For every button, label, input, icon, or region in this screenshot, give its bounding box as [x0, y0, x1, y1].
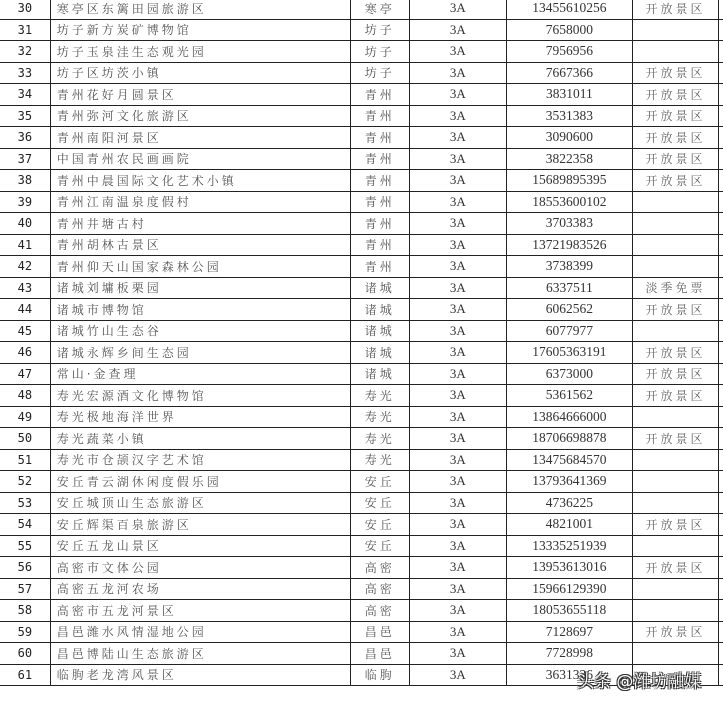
- note-cell: [633, 492, 719, 514]
- row-number-cell: 50: [0, 428, 50, 450]
- table-row: [0, 600, 723, 622]
- row-number-cell: 53: [0, 492, 50, 514]
- scenic-name-cell: 中国青州农民画画院: [50, 148, 350, 170]
- table-edge-cell: [719, 148, 723, 170]
- table-row: [0, 0, 723, 19]
- phone-cell: 3531383: [506, 105, 632, 127]
- scenic-name-cell: 安丘城顶山生态旅游区: [50, 492, 350, 514]
- level-cell: 3A: [409, 449, 506, 471]
- phone-cell: 15689895395: [506, 170, 632, 192]
- scenic-name-cell: 青州南阳河景区: [50, 127, 350, 149]
- phone-cell: 4821001: [506, 514, 632, 536]
- district-cell: 青州: [350, 234, 409, 256]
- district-cell: 青州: [350, 148, 409, 170]
- scenic-name-cell: 高密五龙河农场: [50, 578, 350, 600]
- row-number-cell: 52: [0, 471, 50, 493]
- level-cell: 3A: [409, 127, 506, 149]
- note-cell: 开放景区: [633, 514, 719, 536]
- district-cell: 昌邑: [350, 643, 409, 665]
- scenic-name-cell: 诸城市博物馆: [50, 299, 350, 321]
- district-cell: 安丘: [350, 535, 409, 557]
- note-cell: 开放景区: [633, 127, 719, 149]
- scenic-name-cell: 高密市五龙河景区: [50, 600, 350, 622]
- row-number-cell: 37: [0, 148, 50, 170]
- note-cell: 开放景区: [633, 557, 719, 579]
- row-number-cell: 36: [0, 127, 50, 149]
- district-cell: 临朐: [350, 664, 409, 686]
- table-row: [0, 105, 723, 127]
- scenic-name-cell: 青州弥河文化旅游区: [50, 105, 350, 127]
- table-row: [0, 148, 723, 170]
- table-edge-cell: [719, 428, 723, 450]
- note-cell: 开放景区: [633, 342, 719, 364]
- district-cell: 坊子: [350, 19, 409, 41]
- row-number-cell: 57: [0, 578, 50, 600]
- level-cell: 3A: [409, 256, 506, 278]
- table-row: [0, 256, 723, 278]
- table-row: [0, 535, 723, 557]
- note-cell: [633, 256, 719, 278]
- district-cell: 昌邑: [350, 621, 409, 643]
- phone-cell: 18706698878: [506, 428, 632, 450]
- phone-cell: 13475684570: [506, 449, 632, 471]
- row-number-cell: 61: [0, 664, 50, 686]
- table-edge-cell: [719, 363, 723, 385]
- row-number-cell: 38: [0, 170, 50, 192]
- phone-cell: 3090600: [506, 127, 632, 149]
- table-row: [0, 578, 723, 600]
- district-cell: 寿光: [350, 449, 409, 471]
- phone-cell: 7128697: [506, 621, 632, 643]
- phone-cell: 3822358: [506, 148, 632, 170]
- phone-cell: 4736225: [506, 492, 632, 514]
- table-edge-cell: [719, 41, 723, 63]
- scenic-name-cell: 诸城竹山生态谷: [50, 320, 350, 342]
- row-number-cell: 48: [0, 385, 50, 407]
- note-cell: 开放景区: [633, 428, 719, 450]
- row-number-cell: 34: [0, 84, 50, 106]
- table-row: [0, 213, 723, 235]
- watermark: 头条 @潍坊融媒: [577, 672, 702, 692]
- row-number-cell: 51: [0, 449, 50, 471]
- scenic-name-cell: 安丘辉渠百泉旅游区: [50, 514, 350, 536]
- row-number-cell: 43: [0, 277, 50, 299]
- row-number-cell: 40: [0, 213, 50, 235]
- district-cell: 坊子: [350, 62, 409, 84]
- table-edge-cell: [719, 62, 723, 84]
- table-edge-cell: [719, 191, 723, 213]
- phone-cell: 6062562: [506, 299, 632, 321]
- row-number-cell: 45: [0, 320, 50, 342]
- table-edge-cell: [719, 535, 723, 557]
- note-cell: 开放景区: [633, 62, 719, 84]
- table-edge-cell: [719, 277, 723, 299]
- scenic-name-cell: 寒亭区东篱田园旅游区: [50, 0, 350, 19]
- phone-cell: 13953613016: [506, 557, 632, 579]
- district-cell: 安丘: [350, 514, 409, 536]
- phone-cell: 18053655118: [506, 600, 632, 622]
- scenic-name-cell: 昌邑博陆山生态旅游区: [50, 643, 350, 665]
- table-edge-cell: [719, 342, 723, 364]
- note-cell: [633, 234, 719, 256]
- phone-cell: 5361562: [506, 385, 632, 407]
- district-cell: 安丘: [350, 471, 409, 493]
- district-cell: 诸城: [350, 320, 409, 342]
- district-cell: 寒亭: [350, 0, 409, 19]
- phone-cell: 13335251939: [506, 535, 632, 557]
- row-number-cell: 44: [0, 299, 50, 321]
- table-edge-cell: [719, 84, 723, 106]
- table-edge-cell: [719, 643, 723, 665]
- scenic-name-cell: 青州江南温泉度假村: [50, 191, 350, 213]
- level-cell: 3A: [409, 535, 506, 557]
- level-cell: 3A: [409, 600, 506, 622]
- district-cell: 寿光: [350, 406, 409, 428]
- level-cell: 3A: [409, 664, 506, 686]
- row-number-cell: 30: [0, 0, 50, 19]
- table-row: [0, 363, 723, 385]
- level-cell: 3A: [409, 41, 506, 63]
- phone-cell: 17605363191: [506, 342, 632, 364]
- level-cell: 3A: [409, 492, 506, 514]
- table-edge-cell: [719, 299, 723, 321]
- level-cell: 3A: [409, 406, 506, 428]
- table-row: [0, 299, 723, 321]
- level-cell: 3A: [409, 385, 506, 407]
- table-edge-cell: [719, 557, 723, 579]
- level-cell: 3A: [409, 234, 506, 256]
- note-cell: [633, 578, 719, 600]
- table-row: [0, 320, 723, 342]
- row-number-cell: 49: [0, 406, 50, 428]
- level-cell: 3A: [409, 514, 506, 536]
- level-cell: 3A: [409, 148, 506, 170]
- scenic-name-cell: 高密市文体公园: [50, 557, 350, 579]
- table-edge-cell: [719, 170, 723, 192]
- level-cell: 3A: [409, 105, 506, 127]
- scenic-name-cell: 常山·金查理: [50, 363, 350, 385]
- phone-cell: 7956956: [506, 41, 632, 63]
- district-cell: 青州: [350, 213, 409, 235]
- scenic-name-cell: 安丘青云湖休闲度假乐园: [50, 471, 350, 493]
- phone-cell: 6337511: [506, 277, 632, 299]
- level-cell: 3A: [409, 643, 506, 665]
- note-cell: [633, 643, 719, 665]
- table-row: [0, 84, 723, 106]
- note-cell: [633, 191, 719, 213]
- table-edge-cell: [719, 385, 723, 407]
- level-cell: 3A: [409, 471, 506, 493]
- phone-cell: 7667366: [506, 62, 632, 84]
- note-cell: [633, 449, 719, 471]
- district-cell: 诸城: [350, 342, 409, 364]
- level-cell: 3A: [409, 557, 506, 579]
- level-cell: 3A: [409, 578, 506, 600]
- level-cell: 3A: [409, 277, 506, 299]
- district-cell: 诸城: [350, 277, 409, 299]
- table-edge-cell: [719, 19, 723, 41]
- level-cell: 3A: [409, 621, 506, 643]
- row-number-cell: 33: [0, 62, 50, 84]
- level-cell: 3A: [409, 191, 506, 213]
- table-row: [0, 557, 723, 579]
- scenic-name-cell: 临朐老龙湾风景区: [50, 664, 350, 686]
- table-row: [0, 449, 723, 471]
- row-number-cell: 31: [0, 19, 50, 41]
- level-cell: 3A: [409, 363, 506, 385]
- scenic-name-cell: 坊子新方炭矿博物馆: [50, 19, 350, 41]
- scenic-name-cell: 青州胡林古景区: [50, 234, 350, 256]
- table-row: [0, 277, 723, 299]
- table-edge-cell: [719, 234, 723, 256]
- scenic-name-cell: 青州井塘古村: [50, 213, 350, 235]
- table-edge-cell: [719, 0, 723, 19]
- table-edge-cell: [719, 492, 723, 514]
- table-edge-cell: [719, 213, 723, 235]
- table-row: [0, 385, 723, 407]
- row-number-cell: 60: [0, 643, 50, 665]
- note-cell: 开放景区: [633, 170, 719, 192]
- note-cell: [633, 471, 719, 493]
- row-number-cell: 35: [0, 105, 50, 127]
- district-cell: 青州: [350, 105, 409, 127]
- phone-cell: 3831011: [506, 84, 632, 106]
- note-cell: [633, 19, 719, 41]
- table-edge-cell: [719, 664, 723, 686]
- table-row: [0, 19, 723, 41]
- row-number-cell: 39: [0, 191, 50, 213]
- phone-cell: 18553600102: [506, 191, 632, 213]
- row-number-cell: 56: [0, 557, 50, 579]
- scenic-name-cell: 青州花好月圆景区: [50, 84, 350, 106]
- district-cell: 坊子: [350, 41, 409, 63]
- scenic-name-cell: 寿光蔬菜小镇: [50, 428, 350, 450]
- district-cell: 寿光: [350, 428, 409, 450]
- row-number-cell: 46: [0, 342, 50, 364]
- phone-cell: 6373000: [506, 363, 632, 385]
- district-cell: 青州: [350, 191, 409, 213]
- note-cell: 开放景区: [633, 0, 719, 19]
- table-row: [0, 234, 723, 256]
- table-row: [0, 643, 723, 665]
- district-cell: 诸城: [350, 363, 409, 385]
- scenic-name-cell: 寿光市仓颉汉字艺术馆: [50, 449, 350, 471]
- scenic-name-cell: 寿光宏源酒文化博物馆: [50, 385, 350, 407]
- note-cell: [633, 535, 719, 557]
- level-cell: 3A: [409, 170, 506, 192]
- district-cell: 高密: [350, 557, 409, 579]
- table-row: [0, 191, 723, 213]
- table-edge-cell: [719, 600, 723, 622]
- table-row: [0, 62, 723, 84]
- table-edge-cell: [719, 514, 723, 536]
- table-edge-cell: [719, 127, 723, 149]
- table-row: [0, 170, 723, 192]
- level-cell: 3A: [409, 428, 506, 450]
- level-cell: 3A: [409, 320, 506, 342]
- note-cell: [633, 406, 719, 428]
- table-edge-cell: [719, 406, 723, 428]
- row-number-cell: 42: [0, 256, 50, 278]
- table-row: [0, 471, 723, 493]
- phone-cell: 7658000: [506, 19, 632, 41]
- note-cell: 开放景区: [633, 84, 719, 106]
- row-number-cell: 47: [0, 363, 50, 385]
- row-number-cell: 32: [0, 41, 50, 63]
- scenic-name-cell: 诸城刘墉板栗园: [50, 277, 350, 299]
- note-cell: 开放景区: [633, 385, 719, 407]
- table-row: [0, 406, 723, 428]
- row-number-cell: 59: [0, 621, 50, 643]
- row-number-cell: 58: [0, 600, 50, 622]
- table-edge-cell: [719, 320, 723, 342]
- scenic-name-cell: 青州中晨国际文化艺术小镇: [50, 170, 350, 192]
- table-row: [0, 492, 723, 514]
- district-cell: 青州: [350, 256, 409, 278]
- scenic-name-cell: 坊子区坊茨小镇: [50, 62, 350, 84]
- district-cell: 安丘: [350, 492, 409, 514]
- table-row: [0, 621, 723, 643]
- table-edge-cell: [719, 105, 723, 127]
- phone-cell: 7728998: [506, 643, 632, 665]
- level-cell: 3A: [409, 299, 506, 321]
- scenic-name-cell: 诸城永辉乡间生态园: [50, 342, 350, 364]
- level-cell: 3A: [409, 84, 506, 106]
- phone-cell: 13793641369: [506, 471, 632, 493]
- district-cell: 青州: [350, 127, 409, 149]
- phone-cell: 6077977: [506, 320, 632, 342]
- note-cell: 开放景区: [633, 621, 719, 643]
- scenic-name-cell: 坊子玉泉洼生态观光园: [50, 41, 350, 63]
- district-cell: 诸城: [350, 299, 409, 321]
- table-edge-cell: [719, 449, 723, 471]
- note-cell: 开放景区: [633, 105, 719, 127]
- district-cell: 高密: [350, 578, 409, 600]
- table-edge-cell: [719, 256, 723, 278]
- note-cell: 开放景区: [633, 363, 719, 385]
- scenic-name-cell: 昌邑潍水风情湿地公园: [50, 621, 350, 643]
- table-row: [0, 428, 723, 450]
- district-cell: 寿光: [350, 385, 409, 407]
- table-row: [0, 127, 723, 149]
- table-row: [0, 514, 723, 536]
- row-number-cell: 55: [0, 535, 50, 557]
- table-edge-cell: [719, 621, 723, 643]
- phone-cell: 15966129390: [506, 578, 632, 600]
- phone-cell: 13721983526: [506, 234, 632, 256]
- district-cell: 青州: [350, 84, 409, 106]
- level-cell: 3A: [409, 19, 506, 41]
- row-number-cell: 54: [0, 514, 50, 536]
- note-cell: 开放景区: [633, 299, 719, 321]
- scenic-name-cell: 安丘五龙山景区: [50, 535, 350, 557]
- scenic-name-cell: 青州仰天山国家森林公园: [50, 256, 350, 278]
- note-cell: 开放景区: [633, 148, 719, 170]
- phone-cell: 3738399: [506, 256, 632, 278]
- table-row: [0, 342, 723, 364]
- row-number-cell: 41: [0, 234, 50, 256]
- district-cell: 青州: [350, 170, 409, 192]
- level-cell: 3A: [409, 213, 506, 235]
- level-cell: 3A: [409, 62, 506, 84]
- level-cell: 3A: [409, 0, 506, 19]
- phone-cell: 13455610256: [506, 0, 632, 19]
- level-cell: 3A: [409, 342, 506, 364]
- note-cell: [633, 600, 719, 622]
- note-cell: [633, 320, 719, 342]
- phone-cell: 3703383: [506, 213, 632, 235]
- note-cell: [633, 41, 719, 63]
- note-cell: [633, 213, 719, 235]
- note-cell: 淡季免票: [633, 277, 719, 299]
- table-row: [0, 41, 723, 63]
- phone-cell: 13864666000: [506, 406, 632, 428]
- table-edge-cell: [719, 471, 723, 493]
- scenic-name-cell: 寿光极地海洋世界: [50, 406, 350, 428]
- phone-cell: 3631336: [506, 664, 632, 686]
- table-edge-cell: [719, 578, 723, 600]
- district-cell: 高密: [350, 600, 409, 622]
